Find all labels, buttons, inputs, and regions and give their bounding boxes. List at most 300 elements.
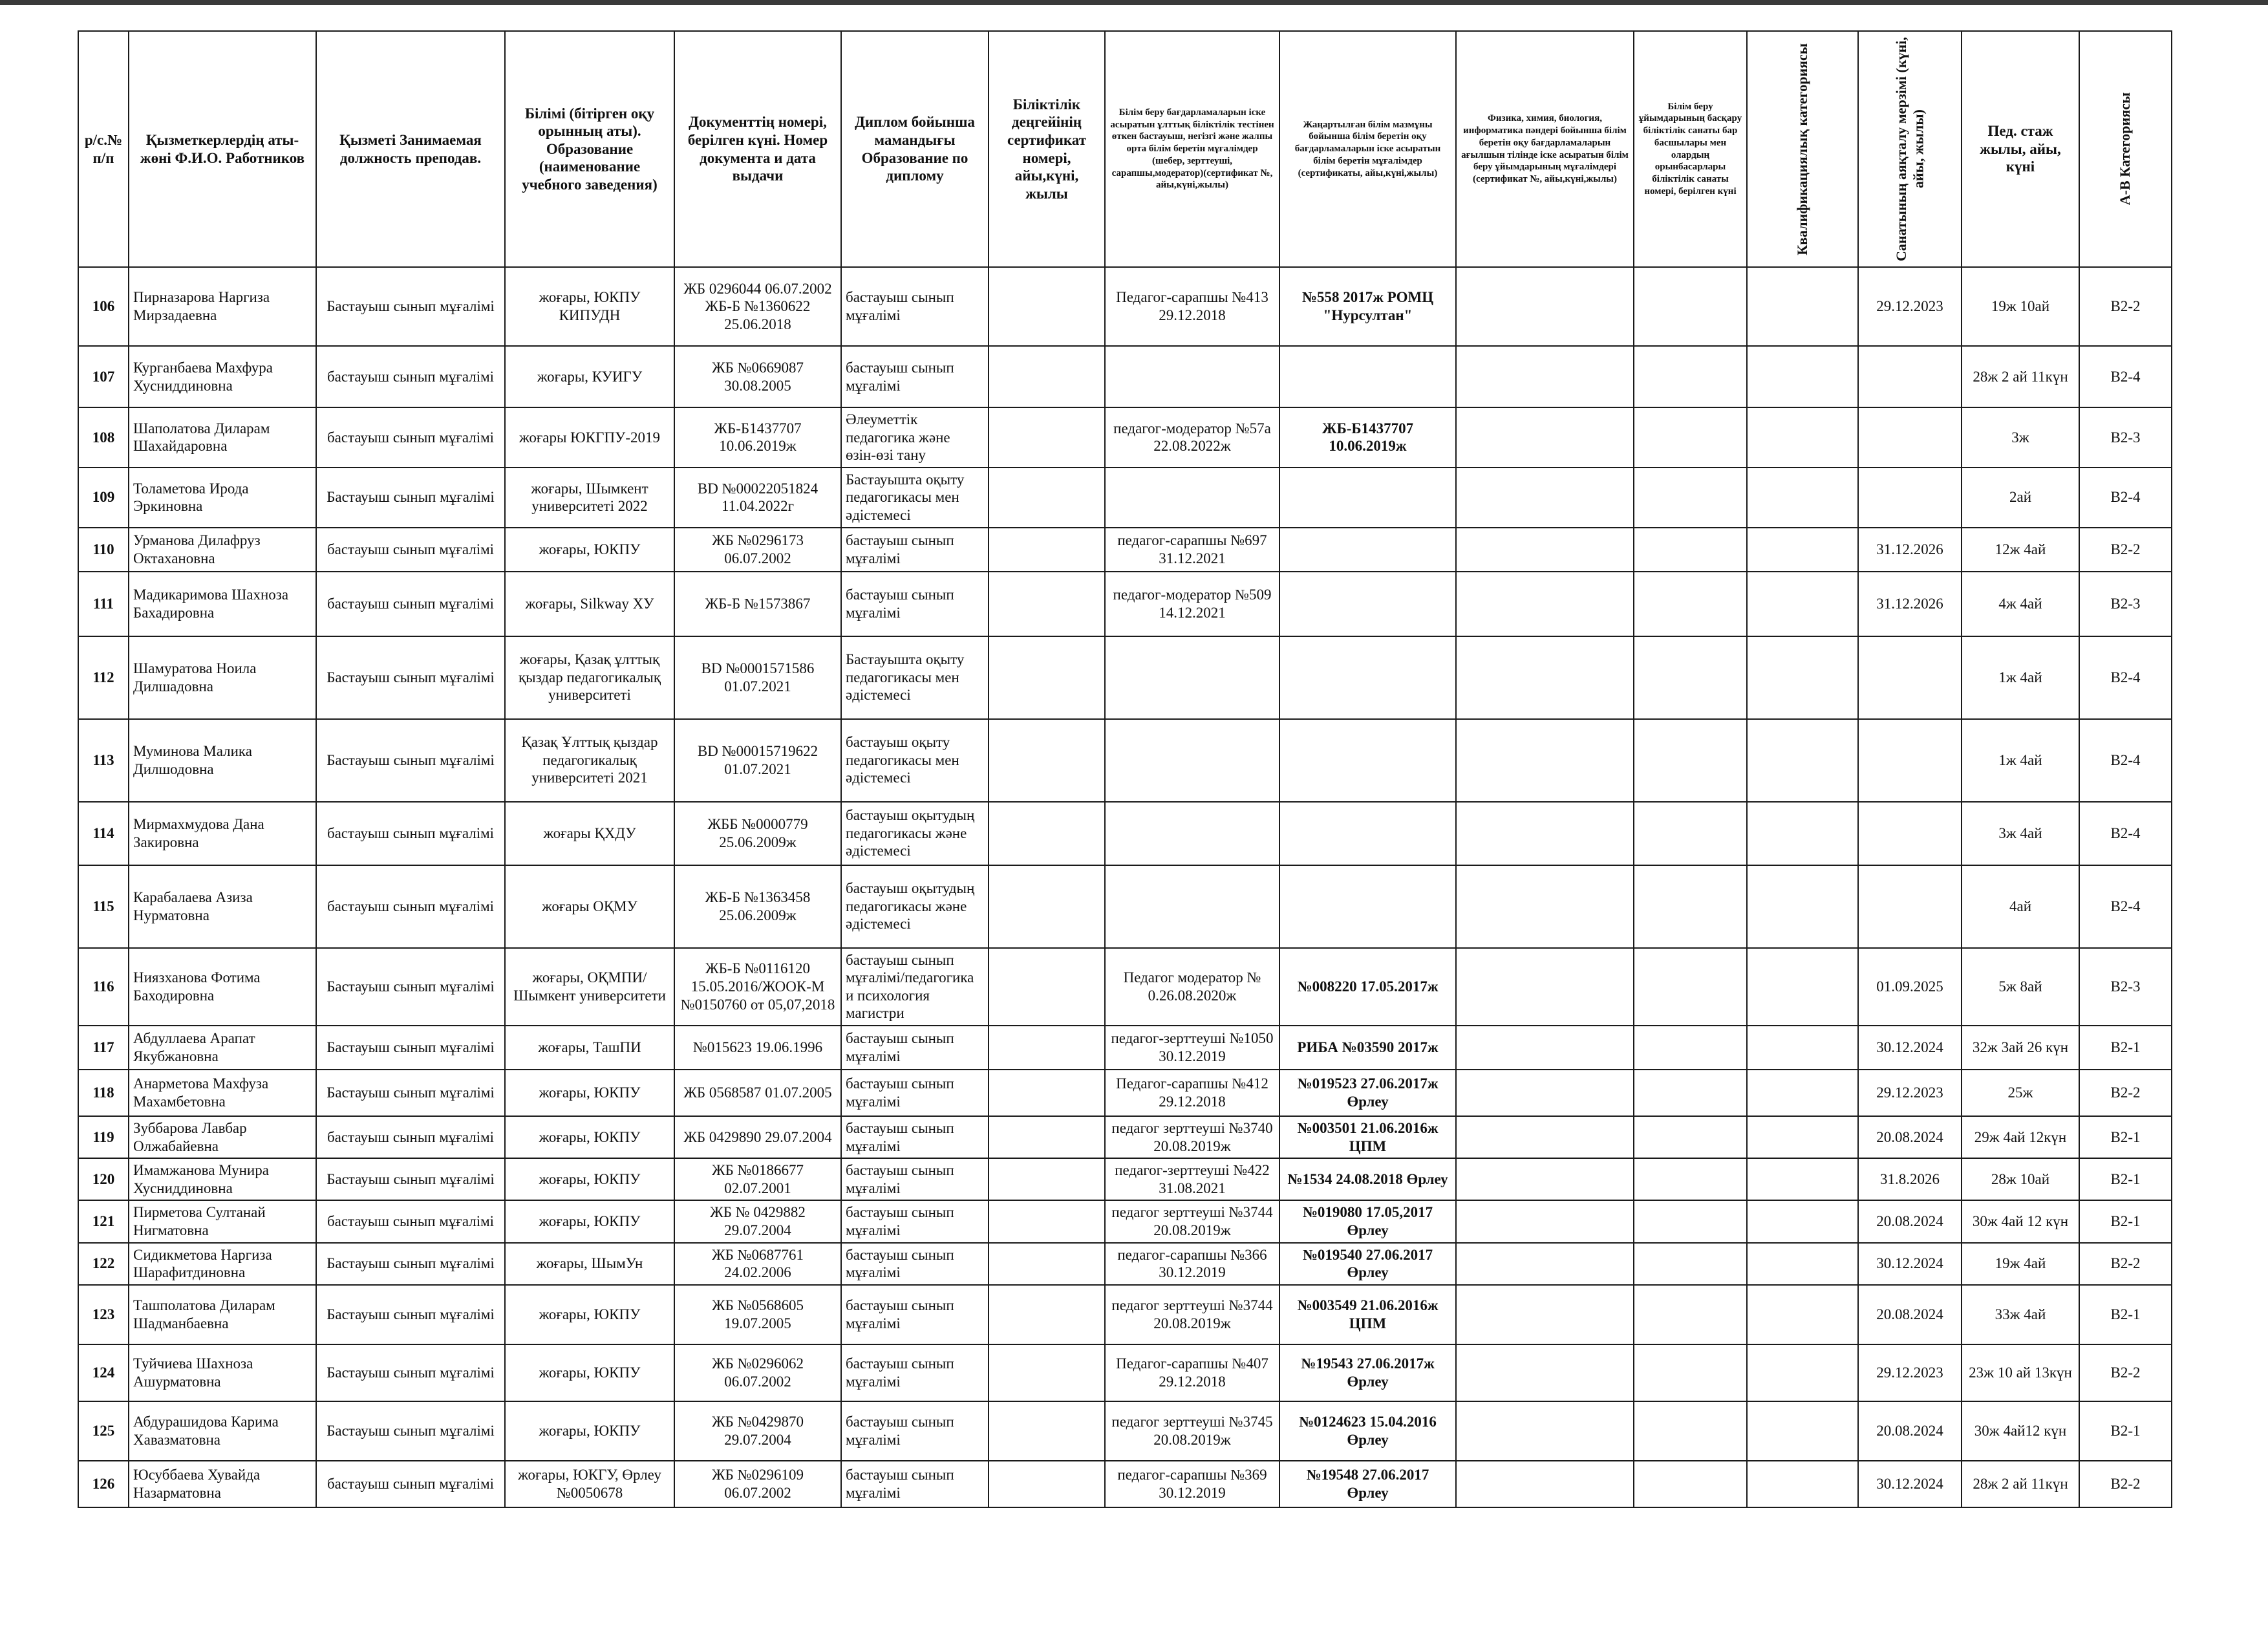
employee-name: Пирназарова Наргиза Мирзадаевна bbox=[129, 267, 316, 346]
ped-experience: 3ж 4ай bbox=[1962, 802, 2079, 865]
position: Бастауыш сынып мұғалімі bbox=[316, 468, 505, 528]
managers-category bbox=[1634, 636, 1747, 719]
ped-experience: 19ж 10ай bbox=[1962, 267, 2079, 346]
document-number: ЖБ-Б1437707 10.06.2019ж bbox=[674, 407, 841, 468]
qual-certificate bbox=[989, 1070, 1105, 1116]
table-row bbox=[78, 1401, 2172, 1461]
diploma-specialty: бастауыш оқытудың педагогикасы және әдістемесі bbox=[841, 802, 989, 865]
qual-category bbox=[1747, 636, 1858, 719]
ped-experience: 32ж 3ай 26 күн bbox=[1962, 1026, 2079, 1070]
diploma-specialty: бастауыш сынып мұғалімі bbox=[841, 1200, 989, 1242]
position: бастауыш сынып мұғалімі bbox=[316, 1461, 505, 1507]
education: жоғары, ОҚМПИ/ Шымкент университети bbox=[505, 948, 674, 1026]
managers-category bbox=[1634, 948, 1747, 1026]
program-certificate: педагог-модератор №57а 22.08.2022ж bbox=[1105, 407, 1279, 468]
qual-certificate bbox=[989, 346, 1105, 407]
employee-name: Шаполатова Диларам Шахайдаровна bbox=[129, 407, 316, 468]
position: бастауыш сынып мұғалімі bbox=[316, 865, 505, 948]
document-number: ЖБ №0296173 06.07.2002 bbox=[674, 528, 841, 572]
english-subjects-certificate bbox=[1456, 719, 1634, 802]
table-row bbox=[78, 1344, 2172, 1401]
row-number: 118 bbox=[78, 1070, 129, 1116]
table-row bbox=[78, 802, 2172, 865]
program-certificate: педагог зерттеуші №3744 20.08.2019ж bbox=[1105, 1200, 1279, 1242]
managers-category bbox=[1634, 407, 1747, 468]
header-row bbox=[78, 31, 2172, 267]
document-number: ЖБ №0687761 24.02.2006 bbox=[674, 1243, 841, 1285]
header-num: р/с.№ п/п bbox=[78, 31, 129, 267]
header-document: Документтің номері, берілген күні. Номер документа и дата выдачи bbox=[674, 31, 841, 267]
document-number: ЖБ №0568605 19.07.2005 bbox=[674, 1285, 841, 1344]
updated-content-certificate: №19548 27.06.2017 Өрлеу bbox=[1279, 1461, 1456, 1507]
managers-category bbox=[1634, 1285, 1747, 1344]
education: жоғары, ЮКПУ bbox=[505, 1200, 674, 1242]
qual-category bbox=[1747, 719, 1858, 802]
employee-name: Абдуллаева Арапат Якубжановна bbox=[129, 1026, 316, 1070]
program-certificate: Педагог-сарапшы №412 29.12.2018 bbox=[1105, 1070, 1279, 1116]
employee-name: Ташполатова Диларам Шадманбаевна bbox=[129, 1285, 316, 1344]
ped-experience: 3ж bbox=[1962, 407, 2079, 468]
position: бастауыш сынып мұғалімі bbox=[316, 346, 505, 407]
qual-certificate bbox=[989, 407, 1105, 468]
program-certificate bbox=[1105, 636, 1279, 719]
header-category-expiry-text: Санатының аяқталу мерзімі (күні, айы, жылы) bbox=[1892, 37, 1926, 261]
employee-name: Карабалаева Азиза Нурматовна bbox=[129, 865, 316, 948]
ab-category: B2-4 bbox=[2079, 719, 2172, 802]
ped-experience: 29ж 4ай 12күн bbox=[1962, 1116, 2079, 1158]
header-program-certificate: Білім беру бағдарламаларын іске асыратын ұлттық біліктілік тестінен өткен бастауыш, негізгі және жалпы орта білім беретін мұғалімдер (шебер, зерттеуші, сарапшы,модератор)(сертификат №, айы,күні,жылы) bbox=[1105, 31, 1279, 267]
document-number: BD №00022051824 11.04.2022г bbox=[674, 468, 841, 528]
employee-name: Пирметова Султанай Нигматовна bbox=[129, 1200, 316, 1242]
program-certificate: педагог-сарапшы №697 31.12.2021 bbox=[1105, 528, 1279, 572]
ped-experience: 2ай bbox=[1962, 468, 2079, 528]
education: жоғары, ЮКПУ bbox=[505, 1070, 674, 1116]
row-number: 113 bbox=[78, 719, 129, 802]
diploma-specialty: бастауыш сынып мұғалімі bbox=[841, 1344, 989, 1401]
ab-category: B2-2 bbox=[2079, 528, 2172, 572]
diploma-specialty: бастауыш сынып мұғалімі bbox=[841, 1116, 989, 1158]
ped-experience: 1ж 4ай bbox=[1962, 719, 2079, 802]
english-subjects-certificate bbox=[1456, 1070, 1634, 1116]
program-certificate: педагог-модератор №509 14.12.2021 bbox=[1105, 572, 1279, 636]
program-certificate: Педагог-сарапшы №413 29.12.2018 bbox=[1105, 267, 1279, 346]
managers-category bbox=[1634, 802, 1747, 865]
row-number: 111 bbox=[78, 572, 129, 636]
qual-certificate bbox=[989, 468, 1105, 528]
document-number: ЖБ 0568587 01.07.2005 bbox=[674, 1070, 841, 1116]
table-row bbox=[78, 1026, 2172, 1070]
employee-name: Юсуббаева Хувайда Назарматовна bbox=[129, 1461, 316, 1507]
updated-content-certificate bbox=[1279, 346, 1456, 407]
english-subjects-certificate bbox=[1456, 407, 1634, 468]
qual-category bbox=[1747, 948, 1858, 1026]
qual-category bbox=[1747, 1158, 1858, 1200]
ped-experience: 30ж 4ай 12 күн bbox=[1962, 1200, 2079, 1242]
updated-content-certificate: №008220 17.05.2017ж bbox=[1279, 948, 1456, 1026]
ab-category: B2-2 bbox=[2079, 1461, 2172, 1507]
ab-category: B2-4 bbox=[2079, 802, 2172, 865]
diploma-specialty: Бастауышта оқыту педагогикасы мен әдістемесі bbox=[841, 468, 989, 528]
row-number: 120 bbox=[78, 1158, 129, 1200]
program-certificate bbox=[1105, 865, 1279, 948]
employee-name: Сидикметова Наргиза Шарафитдиновна bbox=[129, 1243, 316, 1285]
employee-name: Ниязханова Фотима Баходировна bbox=[129, 948, 316, 1026]
ped-experience: 28ж 2 ай 11күн bbox=[1962, 1461, 2079, 1507]
qual-category bbox=[1747, 1401, 1858, 1461]
diploma-specialty: Әлеуметтік педагогика және өзін-өзі тану bbox=[841, 407, 989, 468]
qual-certificate bbox=[989, 1285, 1105, 1344]
updated-content-certificate: №019523 27.06.2017ж Өрлеу bbox=[1279, 1070, 1456, 1116]
staff-register-table bbox=[78, 30, 2172, 1508]
managers-category bbox=[1634, 1461, 1747, 1507]
table-row bbox=[78, 636, 2172, 719]
table-row bbox=[78, 1243, 2172, 1285]
updated-content-certificate: №003549 21.06.2016ж ЦПМ bbox=[1279, 1285, 1456, 1344]
education: жоғары, ЮКПУ bbox=[505, 1116, 674, 1158]
table-row bbox=[78, 1200, 2172, 1242]
document-number: ЖБ-Б №1363458 25.06.2009ж bbox=[674, 865, 841, 948]
document-number: ЖББ №0000779 25.06.2009ж bbox=[674, 802, 841, 865]
english-subjects-certificate bbox=[1456, 802, 1634, 865]
header-qual-category-text: Квалификациялық категориясы bbox=[1793, 43, 1810, 255]
program-certificate: педагог зерттеуші №3744 20.08.2019ж bbox=[1105, 1285, 1279, 1344]
english-subjects-certificate bbox=[1456, 1243, 1634, 1285]
employee-name: Анарметова Махфуза Махамбетовна bbox=[129, 1070, 316, 1116]
qual-certificate bbox=[989, 636, 1105, 719]
table-row bbox=[78, 719, 2172, 802]
diploma-specialty: бастауыш сынып мұғалімі/педагогика и психология магистри bbox=[841, 948, 989, 1026]
row-number: 117 bbox=[78, 1026, 129, 1070]
ped-experience: 4ж 4ай bbox=[1962, 572, 2079, 636]
position: бастауыш сынып мұғалімі bbox=[316, 528, 505, 572]
diploma-specialty: бастауыш сынып мұғалімі bbox=[841, 1243, 989, 1285]
ab-category: B2-3 bbox=[2079, 572, 2172, 636]
diploma-specialty: бастауыш сынып мұғалімі bbox=[841, 1401, 989, 1461]
education: жоғары, КУИГУ bbox=[505, 346, 674, 407]
updated-content-certificate: ЖБ-Б1437707 10.06.2019ж bbox=[1279, 407, 1456, 468]
position: бастауыш сынып мұғалімі bbox=[316, 407, 505, 468]
category-expiry bbox=[1858, 468, 1962, 528]
document-number: ЖБ №0429870 29.07.2004 bbox=[674, 1401, 841, 1461]
english-subjects-certificate bbox=[1456, 1026, 1634, 1070]
program-certificate: Педагог-сарапшы №407 29.12.2018 bbox=[1105, 1344, 1279, 1401]
updated-content-certificate: №019080 17.05,2017 Өрлеу bbox=[1279, 1200, 1456, 1242]
updated-content-certificate: №19543 27.06.2017ж Өрлеу bbox=[1279, 1344, 1456, 1401]
updated-content-certificate: №1534 24.08.2018 Өрлеу bbox=[1279, 1158, 1456, 1200]
updated-content-certificate: №0124623 15.04.2016 Өрлеу bbox=[1279, 1401, 1456, 1461]
program-certificate: педагог-зерттеуші №1050 30.12.2019 bbox=[1105, 1026, 1279, 1070]
diploma-specialty: бастауыш сынып мұғалімі bbox=[841, 1461, 989, 1507]
program-certificate: педагог зерттеуші №3740 20.08.2019ж bbox=[1105, 1116, 1279, 1158]
ab-category: B2-4 bbox=[2079, 346, 2172, 407]
category-expiry bbox=[1858, 719, 1962, 802]
table-body bbox=[78, 267, 2172, 1507]
english-subjects-certificate bbox=[1456, 636, 1634, 719]
education: Қазақ Ұлттық қыздар педагогикалық университеті 2021 bbox=[505, 719, 674, 802]
category-expiry: 29.12.2023 bbox=[1858, 1070, 1962, 1116]
qual-certificate bbox=[989, 719, 1105, 802]
education: жоғары ЮКГПУ-2019 bbox=[505, 407, 674, 468]
program-certificate bbox=[1105, 346, 1279, 407]
employee-name: Имамжанова Мунира Хусниддиновна bbox=[129, 1158, 316, 1200]
category-expiry bbox=[1858, 802, 1962, 865]
ab-category: B2-1 bbox=[2079, 1401, 2172, 1461]
diploma-specialty: бастауыш сынып мұғалімі bbox=[841, 572, 989, 636]
employee-name: Зуббарова Лавбар Олжабайевна bbox=[129, 1116, 316, 1158]
category-expiry: 31.8.2026 bbox=[1858, 1158, 1962, 1200]
english-subjects-certificate bbox=[1456, 528, 1634, 572]
english-subjects-certificate bbox=[1456, 1401, 1634, 1461]
ped-experience: 30ж 4ай12 күн bbox=[1962, 1401, 2079, 1461]
updated-content-certificate bbox=[1279, 802, 1456, 865]
header-ab-category-text: А-В Категориясы bbox=[2117, 92, 2134, 206]
program-certificate: педагог-сарапшы №366 30.12.2019 bbox=[1105, 1243, 1279, 1285]
category-expiry: 30.12.2024 bbox=[1858, 1461, 1962, 1507]
ab-category: B2-4 bbox=[2079, 865, 2172, 948]
ped-experience: 5ж 8ай bbox=[1962, 948, 2079, 1026]
qual-category bbox=[1747, 802, 1858, 865]
ab-category: B2-3 bbox=[2079, 948, 2172, 1026]
row-number: 125 bbox=[78, 1401, 129, 1461]
employee-name: Туйчиева Шахноза Ашурматовна bbox=[129, 1344, 316, 1401]
document-number: ЖБ №0296062 06.07.2002 bbox=[674, 1344, 841, 1401]
qual-category bbox=[1747, 1116, 1858, 1158]
managers-category bbox=[1634, 1344, 1747, 1401]
education: жоғары, ЮКПУ КИПУДН bbox=[505, 267, 674, 346]
qual-category bbox=[1747, 865, 1858, 948]
diploma-specialty: бастауыш сынып мұғалімі bbox=[841, 267, 989, 346]
category-expiry bbox=[1858, 636, 1962, 719]
table-row bbox=[78, 267, 2172, 346]
qual-category bbox=[1747, 267, 1858, 346]
program-certificate bbox=[1105, 719, 1279, 802]
category-expiry: 30.12.2024 bbox=[1858, 1026, 1962, 1070]
diploma-specialty: бастауыш сынып мұғалімі bbox=[841, 1158, 989, 1200]
english-subjects-certificate bbox=[1456, 1116, 1634, 1158]
qual-certificate bbox=[989, 802, 1105, 865]
english-subjects-certificate bbox=[1456, 468, 1634, 528]
position: Бастауыш сынып мұғалімі bbox=[316, 1158, 505, 1200]
document-number: BD №00015719622 01.07.2021 bbox=[674, 719, 841, 802]
qual-category bbox=[1747, 1461, 1858, 1507]
updated-content-certificate: №558 2017ж РОМЦ "Нурсултан" bbox=[1279, 267, 1456, 346]
category-expiry: 20.08.2024 bbox=[1858, 1200, 1962, 1242]
table-row bbox=[78, 528, 2172, 572]
position: бастауыш сынып мұғалімі bbox=[316, 572, 505, 636]
ab-category: B2-2 bbox=[2079, 1344, 2172, 1401]
managers-category bbox=[1634, 346, 1747, 407]
document-number: ЖБ 0429890 29.07.2004 bbox=[674, 1116, 841, 1158]
diploma-specialty: Бастауышта оқыту педагогикасы мен әдістемесі bbox=[841, 636, 989, 719]
document-number: ЖБ №0186677 02.07.2001 bbox=[674, 1158, 841, 1200]
qual-category bbox=[1747, 346, 1858, 407]
qual-certificate bbox=[989, 1243, 1105, 1285]
category-expiry: 30.12.2024 bbox=[1858, 1243, 1962, 1285]
position: Бастауыш сынып мұғалімі bbox=[316, 1243, 505, 1285]
document-number: ЖБ №0669087 30.08.2005 bbox=[674, 346, 841, 407]
education: жоғары, Silkway ХУ bbox=[505, 572, 674, 636]
education: жоғары, ЮКПУ bbox=[505, 528, 674, 572]
table-row bbox=[78, 572, 2172, 636]
header-ab-category bbox=[2079, 31, 2172, 267]
updated-content-certificate bbox=[1279, 468, 1456, 528]
category-expiry: 20.08.2024 bbox=[1858, 1285, 1962, 1344]
managers-category bbox=[1634, 1116, 1747, 1158]
updated-content-certificate bbox=[1279, 865, 1456, 948]
row-number: 115 bbox=[78, 865, 129, 948]
ab-category: B2-3 bbox=[2079, 407, 2172, 468]
education: жоғары, ЮКГУ, Өрлеу №0050678 bbox=[505, 1461, 674, 1507]
category-expiry bbox=[1858, 346, 1962, 407]
education: жоғары, Қазақ ұлттық қыздар педагогикалық университеті bbox=[505, 636, 674, 719]
english-subjects-certificate bbox=[1456, 865, 1634, 948]
header-managers-category: Білім беру ұйымдарының басқару біліктілік санаты бар басшылары мен олардың орынбасарлары біліктілік санаты номері, берілген күні bbox=[1634, 31, 1747, 267]
table-row bbox=[78, 1158, 2172, 1200]
header-updated-content: Жаңартылған білім мазмұны бойынша білім беретін оқу бағдарламаларын іске асыратын білім беретін мұғалімдер (сертификаты, айы,күні,жылы) bbox=[1279, 31, 1456, 267]
qual-category bbox=[1747, 1200, 1858, 1242]
row-number: 124 bbox=[78, 1344, 129, 1401]
employee-name: Абдурашидова Карима Хавазматовна bbox=[129, 1401, 316, 1461]
row-number: 108 bbox=[78, 407, 129, 468]
row-number: 122 bbox=[78, 1243, 129, 1285]
managers-category bbox=[1634, 1026, 1747, 1070]
managers-category bbox=[1634, 267, 1747, 346]
table-row bbox=[78, 1285, 2172, 1344]
ab-category: B2-4 bbox=[2079, 636, 2172, 719]
category-expiry: 20.08.2024 bbox=[1858, 1116, 1962, 1158]
qual-category bbox=[1747, 1344, 1858, 1401]
qual-certificate bbox=[989, 1116, 1105, 1158]
ped-experience: 28ж 10ай bbox=[1962, 1158, 2079, 1200]
updated-content-certificate: №003501 21.06.2016ж ЦПМ bbox=[1279, 1116, 1456, 1158]
diploma-specialty: бастауыш сынып мұғалімі bbox=[841, 1285, 989, 1344]
position: Бастауыш сынып мұғалімі bbox=[316, 267, 505, 346]
managers-category bbox=[1634, 719, 1747, 802]
row-number: 107 bbox=[78, 346, 129, 407]
managers-category bbox=[1634, 1243, 1747, 1285]
ped-experience: 19ж 4ай bbox=[1962, 1243, 2079, 1285]
category-expiry: 31.12.2026 bbox=[1858, 572, 1962, 636]
header-category-expiry bbox=[1858, 31, 1962, 267]
qual-certificate bbox=[989, 267, 1105, 346]
diploma-specialty: бастауыш сынып мұғалімі bbox=[841, 1070, 989, 1116]
table-row bbox=[78, 346, 2172, 407]
row-number: 116 bbox=[78, 948, 129, 1026]
managers-category bbox=[1634, 572, 1747, 636]
qual-category bbox=[1747, 1070, 1858, 1116]
position: бастауыш сынып мұғалімі bbox=[316, 1200, 505, 1242]
table-row bbox=[78, 948, 2172, 1026]
qual-certificate bbox=[989, 528, 1105, 572]
english-subjects-certificate bbox=[1456, 1344, 1634, 1401]
ped-experience: 23ж 10 ай 13күн bbox=[1962, 1344, 2079, 1401]
document-number: ЖБ № 0429882 29.07.2004 bbox=[674, 1200, 841, 1242]
header-diploma-specialty: Диплом бойынша мамандығы Образование по диплому bbox=[841, 31, 989, 267]
category-expiry: 01.09.2025 bbox=[1858, 948, 1962, 1026]
position: Бастауыш сынып мұғалімі bbox=[316, 1285, 505, 1344]
updated-content-certificate bbox=[1279, 528, 1456, 572]
qual-certificate bbox=[989, 865, 1105, 948]
ped-experience: 25ж bbox=[1962, 1070, 2079, 1116]
program-certificate: Педагог модератор № 0.26.08.2020ж bbox=[1105, 948, 1279, 1026]
qual-category bbox=[1747, 407, 1858, 468]
program-certificate bbox=[1105, 468, 1279, 528]
category-expiry bbox=[1858, 407, 1962, 468]
document-number: №015623 19.06.1996 bbox=[674, 1026, 841, 1070]
document-number: ЖБ №0296109 06.07.2002 bbox=[674, 1461, 841, 1507]
english-subjects-certificate bbox=[1456, 1285, 1634, 1344]
qual-category bbox=[1747, 468, 1858, 528]
updated-content-certificate bbox=[1279, 572, 1456, 636]
education: жоғары ОҚМУ bbox=[505, 865, 674, 948]
managers-category bbox=[1634, 865, 1747, 948]
education: жоғары, ЮКПУ bbox=[505, 1401, 674, 1461]
ab-category: B2-2 bbox=[2079, 1070, 2172, 1116]
header-education: Білімі (бітірген оқу орынның аты). Образование (наименование учебного заведения) bbox=[505, 31, 674, 267]
row-number: 119 bbox=[78, 1116, 129, 1158]
english-subjects-certificate bbox=[1456, 267, 1634, 346]
employee-name: Мадикаримова Шахноза Бахадировна bbox=[129, 572, 316, 636]
document-number: ЖБ-Б №1573867 bbox=[674, 572, 841, 636]
position: Бастауыш сынып мұғалімі bbox=[316, 1070, 505, 1116]
program-certificate: педагог-сарапшы №369 30.12.2019 bbox=[1105, 1461, 1279, 1507]
category-expiry: 29.12.2023 bbox=[1858, 1344, 1962, 1401]
category-expiry: 20.08.2024 bbox=[1858, 1401, 1962, 1461]
education: жоғары, ШымУн bbox=[505, 1243, 674, 1285]
ped-experience: 28ж 2 ай 11күн bbox=[1962, 346, 2079, 407]
updated-content-certificate bbox=[1279, 636, 1456, 719]
category-expiry: 31.12.2026 bbox=[1858, 528, 1962, 572]
position: Бастауыш сынып мұғалімі bbox=[316, 1026, 505, 1070]
program-certificate: педагог-зерттеуші №422 31.08.2021 bbox=[1105, 1158, 1279, 1200]
diploma-specialty: бастауыш сынып мұғалімі bbox=[841, 528, 989, 572]
qual-certificate bbox=[989, 1344, 1105, 1401]
ped-experience: 33ж 4ай bbox=[1962, 1285, 2079, 1344]
english-subjects-certificate bbox=[1456, 1200, 1634, 1242]
ab-category: B2-4 bbox=[2079, 468, 2172, 528]
table-header bbox=[78, 31, 2172, 267]
ab-category: B2-2 bbox=[2079, 267, 2172, 346]
education: жоғары, ЮКПУ bbox=[505, 1158, 674, 1200]
header-english-subjects: Физика, химия, биология, информатика пәндері бойынша білім беретін оқу бағдарламаларын ағылшын тілінде іске асыратын білім беру ұйымдарының мұғалімдері (сертификат №, айы,күні,жылы) bbox=[1456, 31, 1634, 267]
category-expiry bbox=[1858, 865, 1962, 948]
table-row bbox=[78, 1116, 2172, 1158]
qual-certificate bbox=[989, 572, 1105, 636]
ped-experience: 12ж 4ай bbox=[1962, 528, 2079, 572]
row-number: 110 bbox=[78, 528, 129, 572]
category-expiry: 29.12.2023 bbox=[1858, 267, 1962, 346]
qual-certificate bbox=[989, 1200, 1105, 1242]
table-row bbox=[78, 468, 2172, 528]
ab-category: B2-1 bbox=[2079, 1116, 2172, 1158]
row-number: 106 bbox=[78, 267, 129, 346]
english-subjects-certificate bbox=[1456, 948, 1634, 1026]
table-row bbox=[78, 865, 2172, 948]
position: бастауыш сынып мұғалімі bbox=[316, 802, 505, 865]
employee-name: Мирмахмудова Дана Закировна bbox=[129, 802, 316, 865]
qual-certificate bbox=[989, 948, 1105, 1026]
employee-name: Шамуратова Ноила Дилшадовна bbox=[129, 636, 316, 719]
table-row bbox=[78, 1070, 2172, 1116]
qual-category bbox=[1747, 1285, 1858, 1344]
row-number: 123 bbox=[78, 1285, 129, 1344]
header-qual-certificate: Біліктілік деңгейінің сертификат номері, айы,күні, жылы bbox=[989, 31, 1105, 267]
managers-category bbox=[1634, 528, 1747, 572]
qual-category bbox=[1747, 528, 1858, 572]
education: жоғары, ЮКПУ bbox=[505, 1344, 674, 1401]
position: Бастауыш сынып мұғалімі bbox=[316, 948, 505, 1026]
education: жоғары, ТашПИ bbox=[505, 1026, 674, 1070]
